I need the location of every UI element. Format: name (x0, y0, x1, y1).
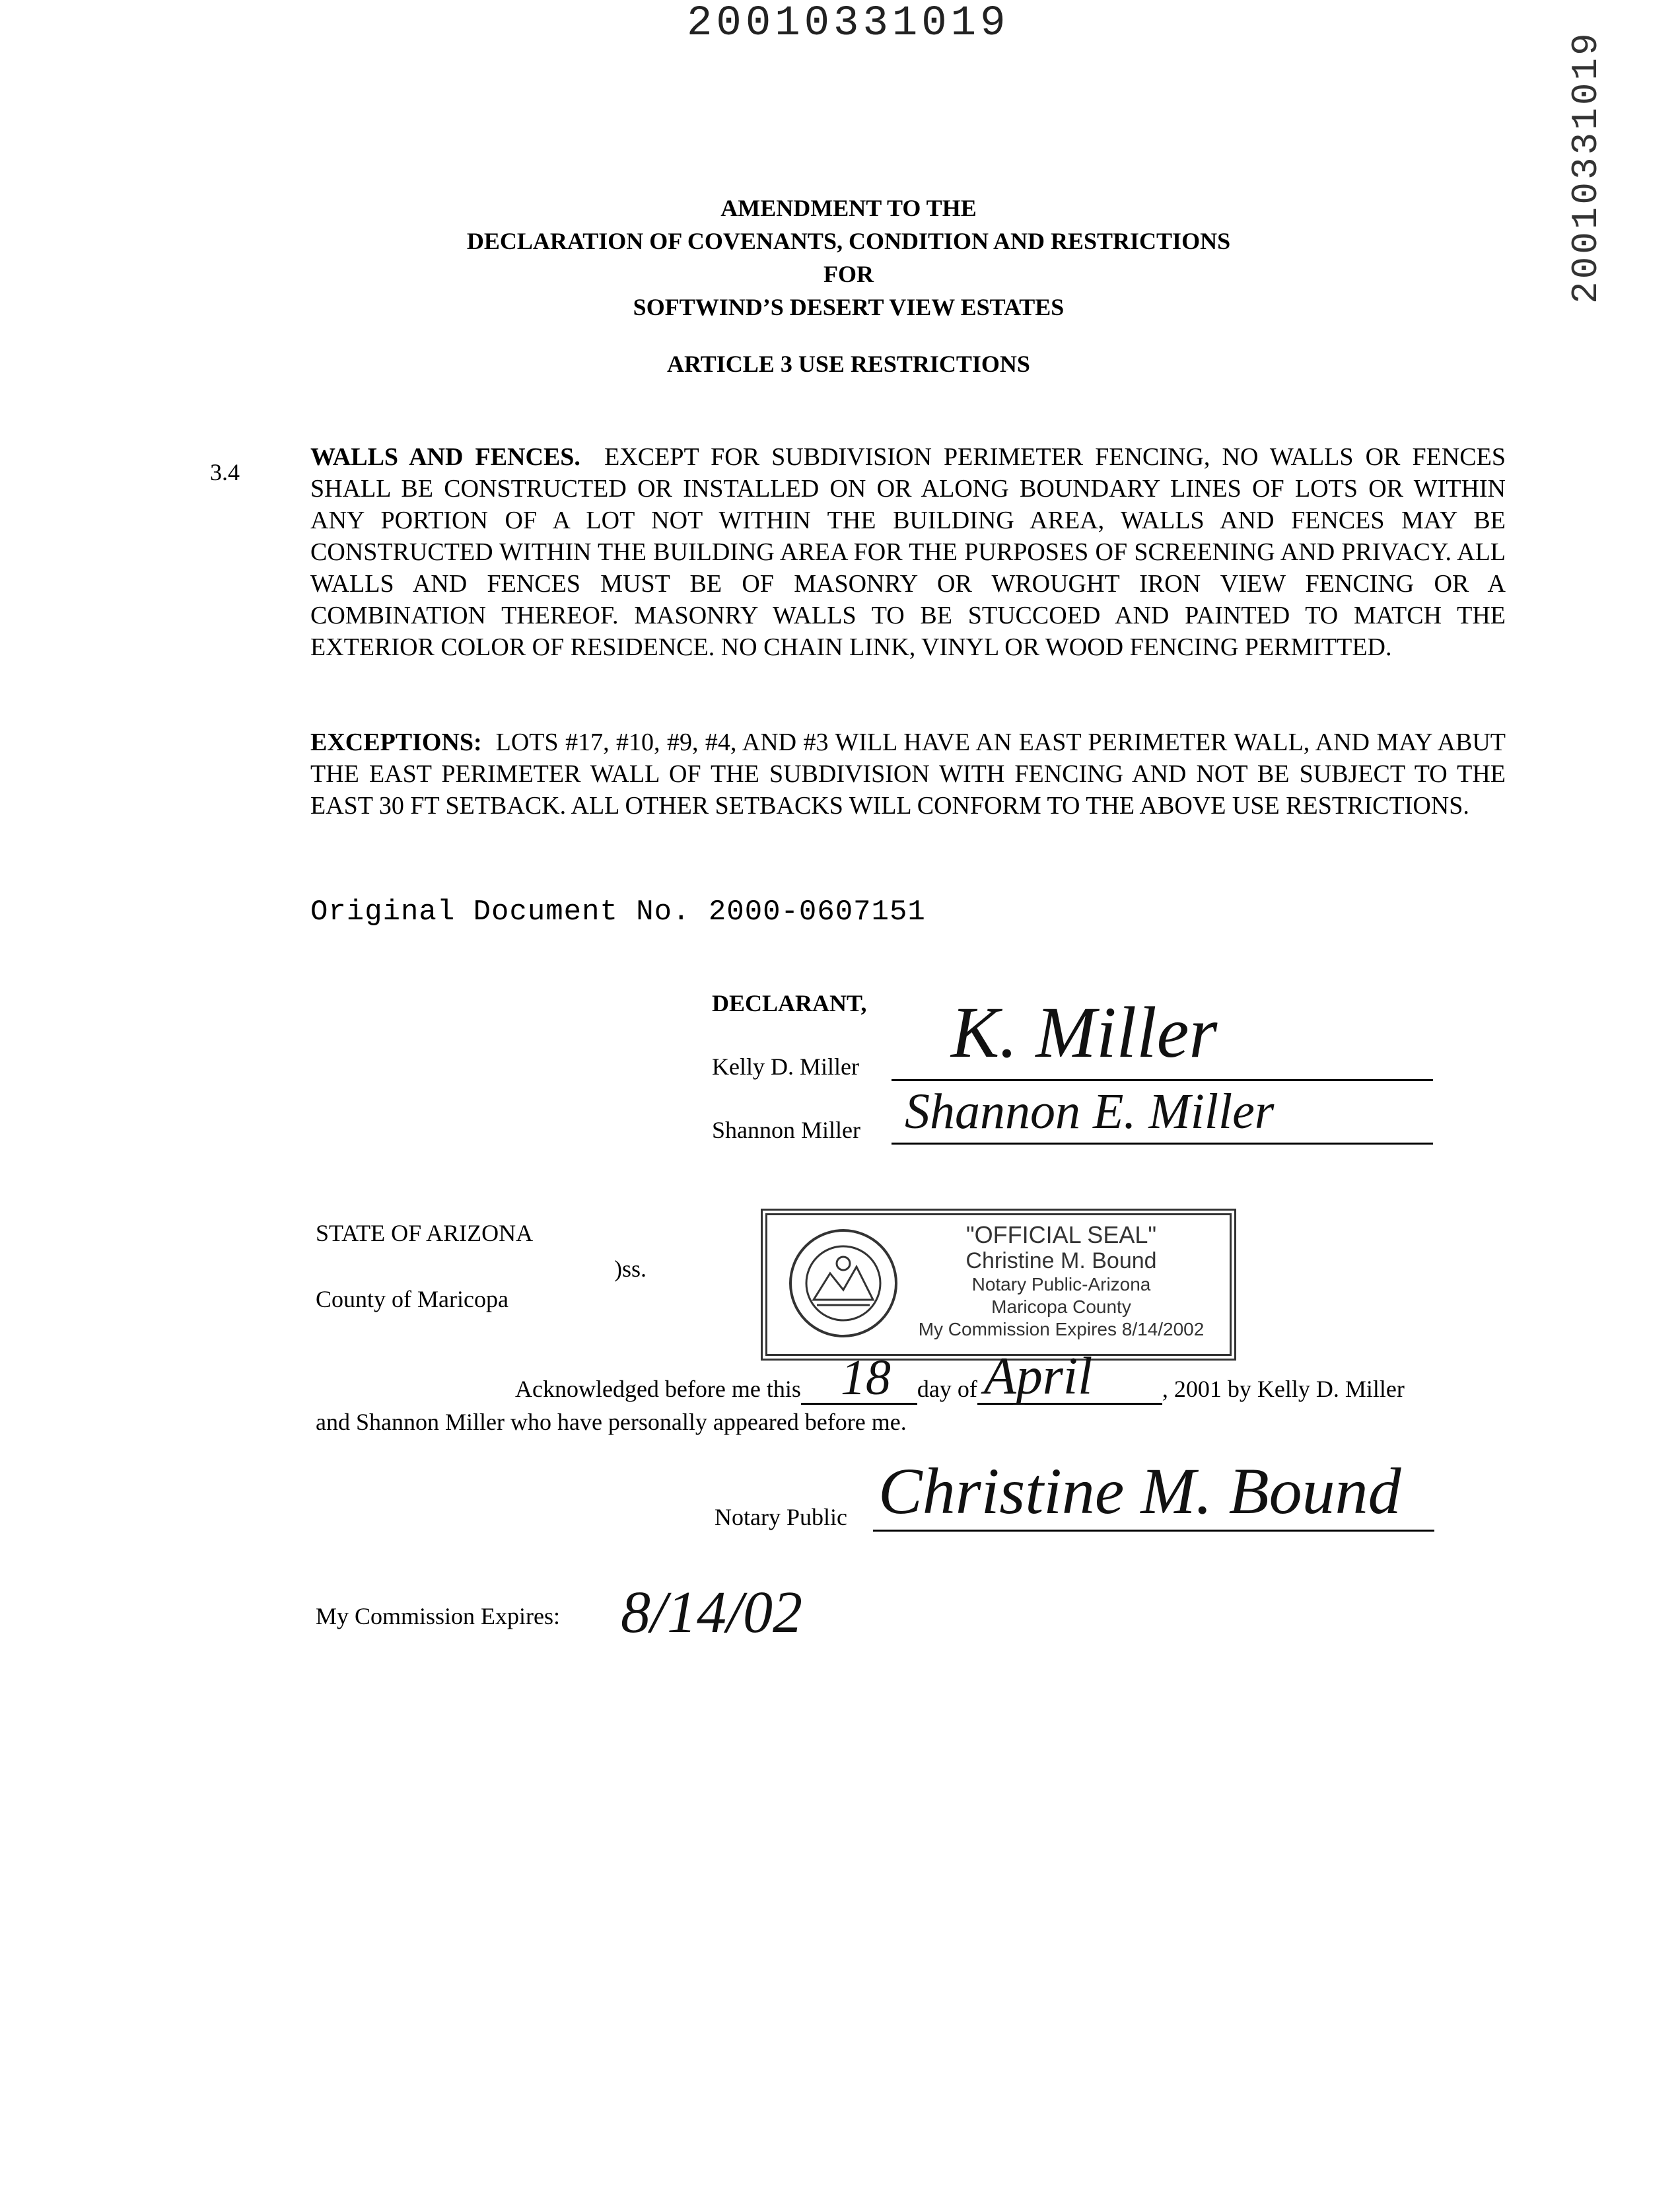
ss-label: )ss. (614, 1256, 647, 1282)
title-line-4: SOFTWIND’S DESERT VIEW ESTATES (633, 294, 1065, 320)
signer-1-signature-line (892, 1079, 1433, 1081)
signer-2-signature: Shannon E. Miller (905, 1084, 1275, 1139)
walls-and-fences-body: EXCEPT FOR SUBDIVISION PERIMETER FENCING, NO WALLS OR FENCES SHALL BE CONSTRUCTED OR INSTALLED ON OR ALONG BOUNDARY LINES OF LOTS OR WITHIN ANY PORTION OF A LOT NOT WITHIN THE BUILDING AREA, WALLS AND FENCES MAY BE CONSTRUCTED WITHIN THE BUILDING AREA FOR THE PURPOSES OF SCREENING AND PRIVACY. ALL WALLS AND FENCES MUST BE OF MASONRY OR WROUGHT IRON VIEW FENCING OR A COMBINATION THEREOF. MASONRY WALLS TO BE STUCCOED AND PAINTED TO MATCH THE EXTERIOR COLOR OF RESIDENCE. NO CHAIN LINK, VINYL OR WOOD FENCING PERMITTED. (310, 443, 1506, 661)
exceptions-heading: EXCEPTIONS: (310, 728, 482, 756)
side-stamp: 20010331019 (1565, 30, 1607, 304)
document-title (330, 192, 1367, 324)
month-blank (977, 1347, 1162, 1405)
title-line-3: FOR (823, 261, 874, 287)
notary-seal (761, 1209, 1236, 1361)
commission-expires-label: My Commission Expires: (316, 1603, 561, 1629)
day-blank (801, 1350, 917, 1405)
title-line-1: AMENDMENT TO THE (720, 195, 977, 221)
county-label: County of Maricopa (316, 1286, 508, 1312)
signer-2-signature-line (892, 1143, 1433, 1145)
section-number: 3.4 (210, 459, 240, 485)
seal-line-3: Notary Public-Arizona (971, 1274, 1151, 1294)
seal-line-2: Christine M. Bound (965, 1248, 1157, 1273)
seal-line-4: Maricopa County (991, 1296, 1131, 1317)
day-handwritten: 18 (840, 1350, 891, 1405)
declarant-label: DECLARANT, (712, 990, 867, 1016)
seal-text (906, 1222, 1216, 1341)
signer-2-label: Shannon Miller (712, 1117, 860, 1143)
notary-signature: Christine M. Bound (878, 1454, 1401, 1528)
signer-1-signature: K. Miller (951, 992, 1218, 1073)
notary-signature-line (873, 1530, 1434, 1532)
signer-1-label: Kelly D. Miller (712, 1053, 859, 1080)
acknowledgment-line-1 (515, 1347, 1405, 1405)
exceptions-paragraph (310, 727, 1506, 822)
article-heading: ARTICLE 3 USE RESTRICTIONS (667, 351, 1030, 377)
acknowledgment-text-3: , 2001 by Kelly D. Miller (1162, 1376, 1405, 1402)
record-number: 20010331019 (687, 0, 1010, 48)
walls-and-fences-paragraph (310, 441, 1506, 663)
acknowledgment-line-2: and Shannon Miller who have personally appeared before me. (316, 1409, 907, 1435)
exceptions-body: LOTS #17, #10, #9, #4, AND #3 WILL HAVE AN EAST PERIMETER WALL, AND MAY ABUT THE EAST PERIMETER WALL OF THE SUBDIVISION WITH FENCING AND NOT BE SUBJECT TO THE EAST 30 FT SETBACK. ALL OTHER SETBACKS WILL CONFORM TO THE ABOVE USE RESTRICTIONS. (310, 728, 1506, 820)
acknowledgment-text-2: day of (917, 1376, 977, 1402)
seal-line-1: "OFFICIAL SEAL" (965, 1221, 1157, 1248)
state-seal-icon (787, 1227, 899, 1339)
commission-expires-date: 8/14/02 (621, 1580, 803, 1645)
original-document-number: Original Document No. 2000-0607151 (310, 896, 926, 929)
state-label: STATE OF ARIZONA (316, 1220, 534, 1246)
walls-and-fences-heading: WALLS AND FENCES. (310, 443, 580, 471)
acknowledgment-text-1: Acknowledged before me this (515, 1376, 801, 1402)
seal-line-5: My Commission Expires 8/14/2002 (918, 1319, 1205, 1339)
notary-public-label: Notary Public (715, 1504, 847, 1530)
title-line-2: DECLARATION OF COVENANTS, CONDITION AND RESTRICTIONS (466, 228, 1231, 254)
month-handwritten: April (983, 1347, 1093, 1405)
